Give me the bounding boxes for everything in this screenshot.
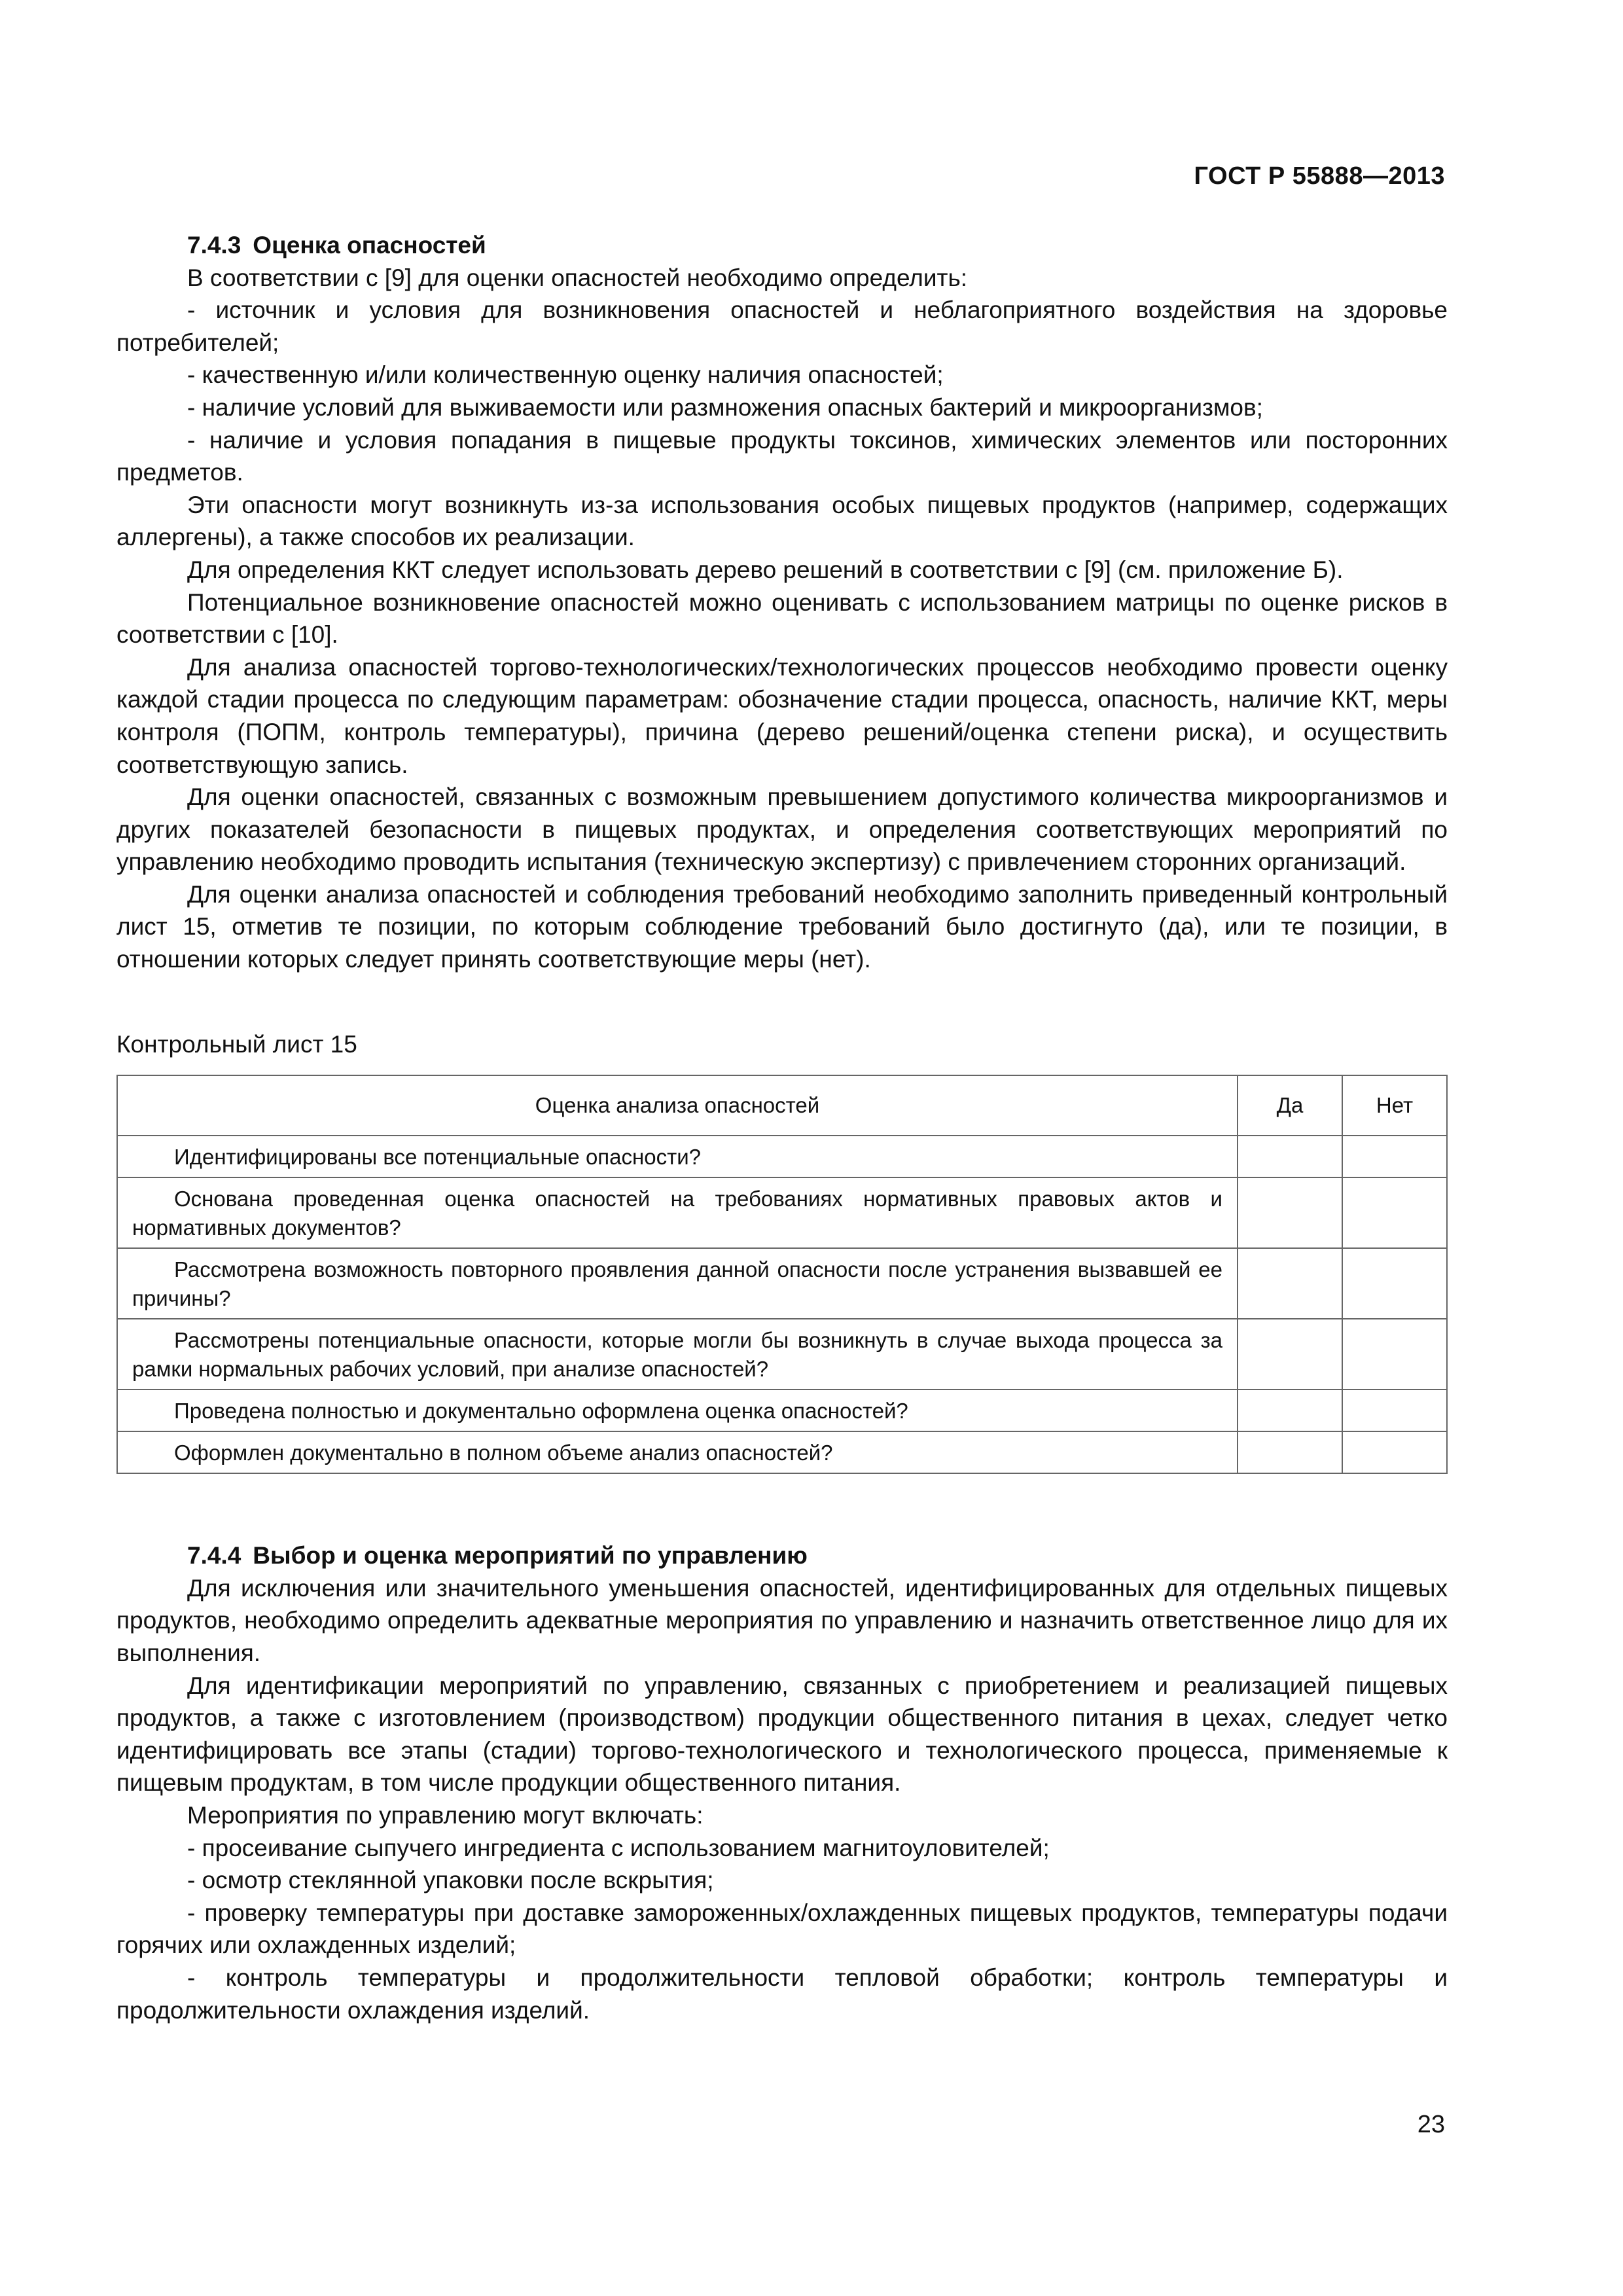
checkbox-yes[interactable] bbox=[1238, 1319, 1342, 1390]
list-item: - наличие и условия попадания в пищевые продукты токсинов, химических элементов или посторонних предметов. bbox=[116, 426, 1448, 486]
section-title: Выбор и оценка мероприятий по управлению bbox=[253, 1542, 808, 1570]
column-header-question: Оценка анализа опасностей bbox=[117, 1075, 1238, 1136]
checkbox-yes[interactable] bbox=[1238, 1136, 1342, 1177]
checklist-question: Оформлен документально в полном объеме анализ опасностей? bbox=[117, 1431, 1238, 1473]
list-item: - проверку температуры при доставке замороженных/охлажденных пищевых продуктов, температуры подачи горячих или охлажденных изделий; bbox=[116, 1899, 1448, 1959]
checklist-question: Идентифицированы все потенциальные опасности? bbox=[117, 1136, 1238, 1177]
paragraph: Для анализа опасностей торгово-технологических/технологических процессов необходимо провести оценку каждой стадии процесса по следующим параметрам: обозначение стадии процесса, опасность, наличие ККТ, меры контроля (ПОПМ, контроль температуры), причина (дерево решений/оценка степени риска), и осуществить соответствующую запись. bbox=[116, 653, 1448, 778]
checkbox-no[interactable] bbox=[1342, 1136, 1447, 1177]
paragraph: Эти опасности могут возникнуть из-за использования особых пищевых продуктов (например, содержащих аллергены), а также способов их реализации. bbox=[116, 491, 1448, 551]
table-row bbox=[117, 1248, 1447, 1319]
checklist-question: Рассмотрена возможность повторного проявления данной опасности после устранения вызвавшей ее причины? bbox=[117, 1248, 1238, 1319]
checkbox-yes[interactable] bbox=[1238, 1431, 1342, 1473]
section-heading-7-4-3 bbox=[116, 229, 1448, 262]
list-item: - осмотр стеклянной упаковки после вскрытия; bbox=[187, 1867, 714, 1894]
list-item: - контроль температуры и продолжительности тепловой обработки; контроль температуры и продолжительности охлаждения изделий. bbox=[116, 1964, 1448, 2024]
checkbox-no[interactable] bbox=[1342, 1248, 1447, 1319]
standard-header: ГОСТ Р 55888—2013 bbox=[1194, 162, 1445, 190]
section-title: Оценка опасностей bbox=[253, 232, 486, 259]
checklist-label: Контрольный лист 15 bbox=[116, 1030, 357, 1058]
page-number: 23 bbox=[1417, 2111, 1445, 2138]
table-row bbox=[117, 1390, 1447, 1431]
paragraph: Для определения ККТ следует использовать дерево решений в соответствии с [9] (см. приложение Б). bbox=[187, 556, 1344, 583]
paragraph: Потенциальное возникновение опасностей можно оценивать с использованием матрицы по оценке рисков в соответствии с [10]. bbox=[116, 588, 1448, 649]
table-row bbox=[117, 1177, 1447, 1248]
checkbox-yes[interactable] bbox=[1238, 1390, 1342, 1431]
checkbox-yes[interactable] bbox=[1238, 1248, 1342, 1319]
section-number: 7.4.3 bbox=[187, 232, 241, 259]
table-row bbox=[117, 1136, 1447, 1177]
paragraph: Для исключения или значительного уменьшения опасностей, идентифицированных для отдельных пищевых продуктов, необходимо определить адекватные мероприятия по управлению и назначить ответственное лицо для их выполнения. bbox=[116, 1574, 1448, 1667]
spacer bbox=[116, 1474, 1448, 1539]
column-header-no: Нет bbox=[1342, 1075, 1447, 1136]
list-item: - наличие условий для выживаемости или размножения опасных бактерий и микроорганизмов; bbox=[187, 393, 1263, 421]
list-item: - качественную и/или количественную оценку наличия опасностей; bbox=[187, 361, 944, 389]
checkbox-no[interactable] bbox=[1342, 1177, 1447, 1248]
table-header-row bbox=[117, 1075, 1447, 1136]
checkbox-no[interactable] bbox=[1342, 1390, 1447, 1431]
paragraph: Для оценки анализа опасностей и соблюдения требований необходимо заполнить приведенный контрольный лист 15, отметив те позиции, по которым соблюдение требований было достигнуто (да), или те позиции, в отношении которых следует принять соответствующие меры (нет). bbox=[116, 880, 1448, 973]
section-number: 7.4.4 bbox=[187, 1542, 241, 1570]
list-item: - источник и условия для возникновения опасностей и неблагоприятного воздействия на здоровье потребителей; bbox=[116, 296, 1448, 356]
paragraph: Для оценки опасностей, связанных с возможным превышением допустимого количества микроорганизмов и других показателей безопасности в пищевых продуктах, и определения соответствующих мероприятий по управлению необходимо проводить испытания (техническую экспертизу) с привлечением сторонних организаций. bbox=[116, 783, 1448, 876]
paragraph: В соответствии с [9] для оценки опасностей необходимо определить: bbox=[187, 264, 968, 291]
checklist-question: Основана проведенная оценка опасностей на требованиях нормативных правовых актов и нормативных документов? bbox=[117, 1177, 1238, 1248]
page-content bbox=[116, 229, 1448, 2026]
checklist-table bbox=[116, 1075, 1448, 1474]
section-heading-7-4-4 bbox=[116, 1539, 1448, 1572]
checkbox-yes[interactable] bbox=[1238, 1177, 1342, 1248]
checklist-question: Рассмотрены потенциальные опасности, которые могли бы возникнуть в случае выхода процесса за рамки нормальных рабочих условий, при анализе опасностей? bbox=[117, 1319, 1238, 1390]
paragraph: Мероприятия по управлению могут включать: bbox=[187, 1802, 704, 1829]
list-item: - просеивание сыпучего ингредиента с использованием магнитоуловителей; bbox=[187, 1834, 1050, 1861]
checkbox-no[interactable] bbox=[1342, 1431, 1447, 1473]
checkbox-no[interactable] bbox=[1342, 1319, 1447, 1390]
paragraph: Для идентификации мероприятий по управлению, связанных с приобретением и реализацией пищевых продуктов, а также с изготовлением (производством) продукции общественного питания в цехах, следует четко идентифицировать все этапы (стадии) торгово-технологического и технологического процесса, применяемые к пищевым продуктам, в том числе продукции общественного питания. bbox=[116, 1672, 1448, 1797]
column-header-yes: Да bbox=[1238, 1075, 1342, 1136]
table-row bbox=[117, 1319, 1447, 1390]
checklist-question: Проведена полностью и документально оформлена оценка опасностей? bbox=[117, 1390, 1238, 1431]
table-row bbox=[117, 1431, 1447, 1473]
